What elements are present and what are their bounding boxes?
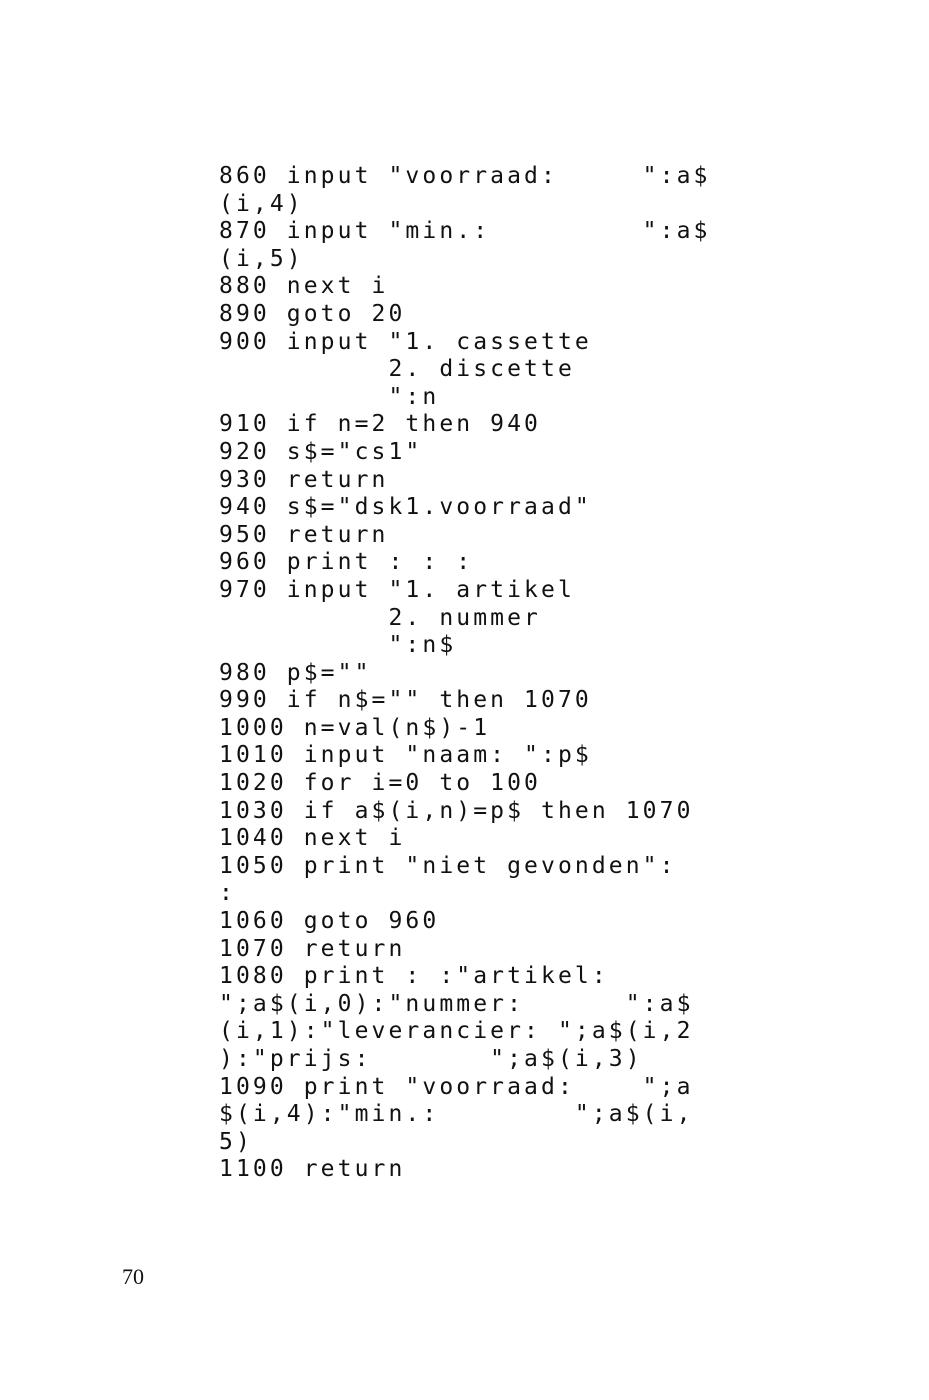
code-line: 890 goto 20	[219, 300, 406, 327]
code-line: 1090 print "voorraad: ";a	[219, 1073, 694, 1100]
code-line: 920 s$="cs1"	[219, 438, 423, 465]
code-line: 950 return	[219, 521, 389, 548]
code-line: ":n$	[219, 632, 457, 659]
code-line: ":n	[219, 383, 440, 410]
code-line: 900 input "1. cassette	[219, 328, 592, 355]
code-line: 1030 if a$(i,n)=p$ then 1070	[219, 797, 694, 824]
code-line: 930 return	[219, 466, 389, 493]
page-number: 70	[122, 1264, 144, 1289]
code-line: 970 input "1. artikel	[219, 576, 575, 603]
code-line: (i,4)	[219, 190, 304, 217]
code-line: 880 next i	[219, 273, 389, 300]
code-line: 1050 print "niet gevonden":	[219, 852, 677, 879]
code-line: 1010 input "naam: ":p$	[219, 742, 592, 769]
code-line: 980 p$=""	[219, 659, 372, 686]
code-line: 910 if n=2 then 940	[219, 411, 541, 438]
code-line: 940 s$="dsk1.voorraad"	[219, 494, 592, 521]
code-line: 2. discette	[219, 356, 575, 383]
code-line: 1080 print : :"artikel:	[219, 963, 609, 990]
code-line: 860 input "voorraad: ":a$	[219, 163, 711, 189]
code-line: 2. nummer	[219, 604, 541, 631]
code-line: $(i,4):"min.: ";a$(i,	[219, 1101, 694, 1128]
code-line: 1000 n=val(n$)-1	[219, 714, 491, 741]
code-line: ):"prijs: ";a$(i,3)	[219, 1046, 643, 1072]
code-line: ";a$(i,0):"nummer: ":a$	[219, 990, 694, 1017]
code-line: 1040 next i	[219, 825, 406, 852]
code-line: 1020 for i=0 to 100	[219, 770, 541, 797]
code-line: (i,1):"leverancier: ";a$(i,2	[219, 1018, 694, 1045]
code-line: 1060 goto 960	[219, 908, 440, 935]
code-line: 990 if n$="" then 1070	[219, 687, 592, 714]
code-line: 870 input "min.: ":a$	[219, 218, 711, 245]
code-line: :	[219, 880, 236, 907]
program-listing	[219, 163, 711, 1184]
code-line: (i,5)	[219, 245, 304, 272]
code-line: 1070 return	[219, 935, 406, 962]
code-line: 5)	[219, 1128, 253, 1155]
code-line: 1100 return	[219, 1156, 406, 1183]
code-line: 960 print : : :	[219, 549, 474, 576]
